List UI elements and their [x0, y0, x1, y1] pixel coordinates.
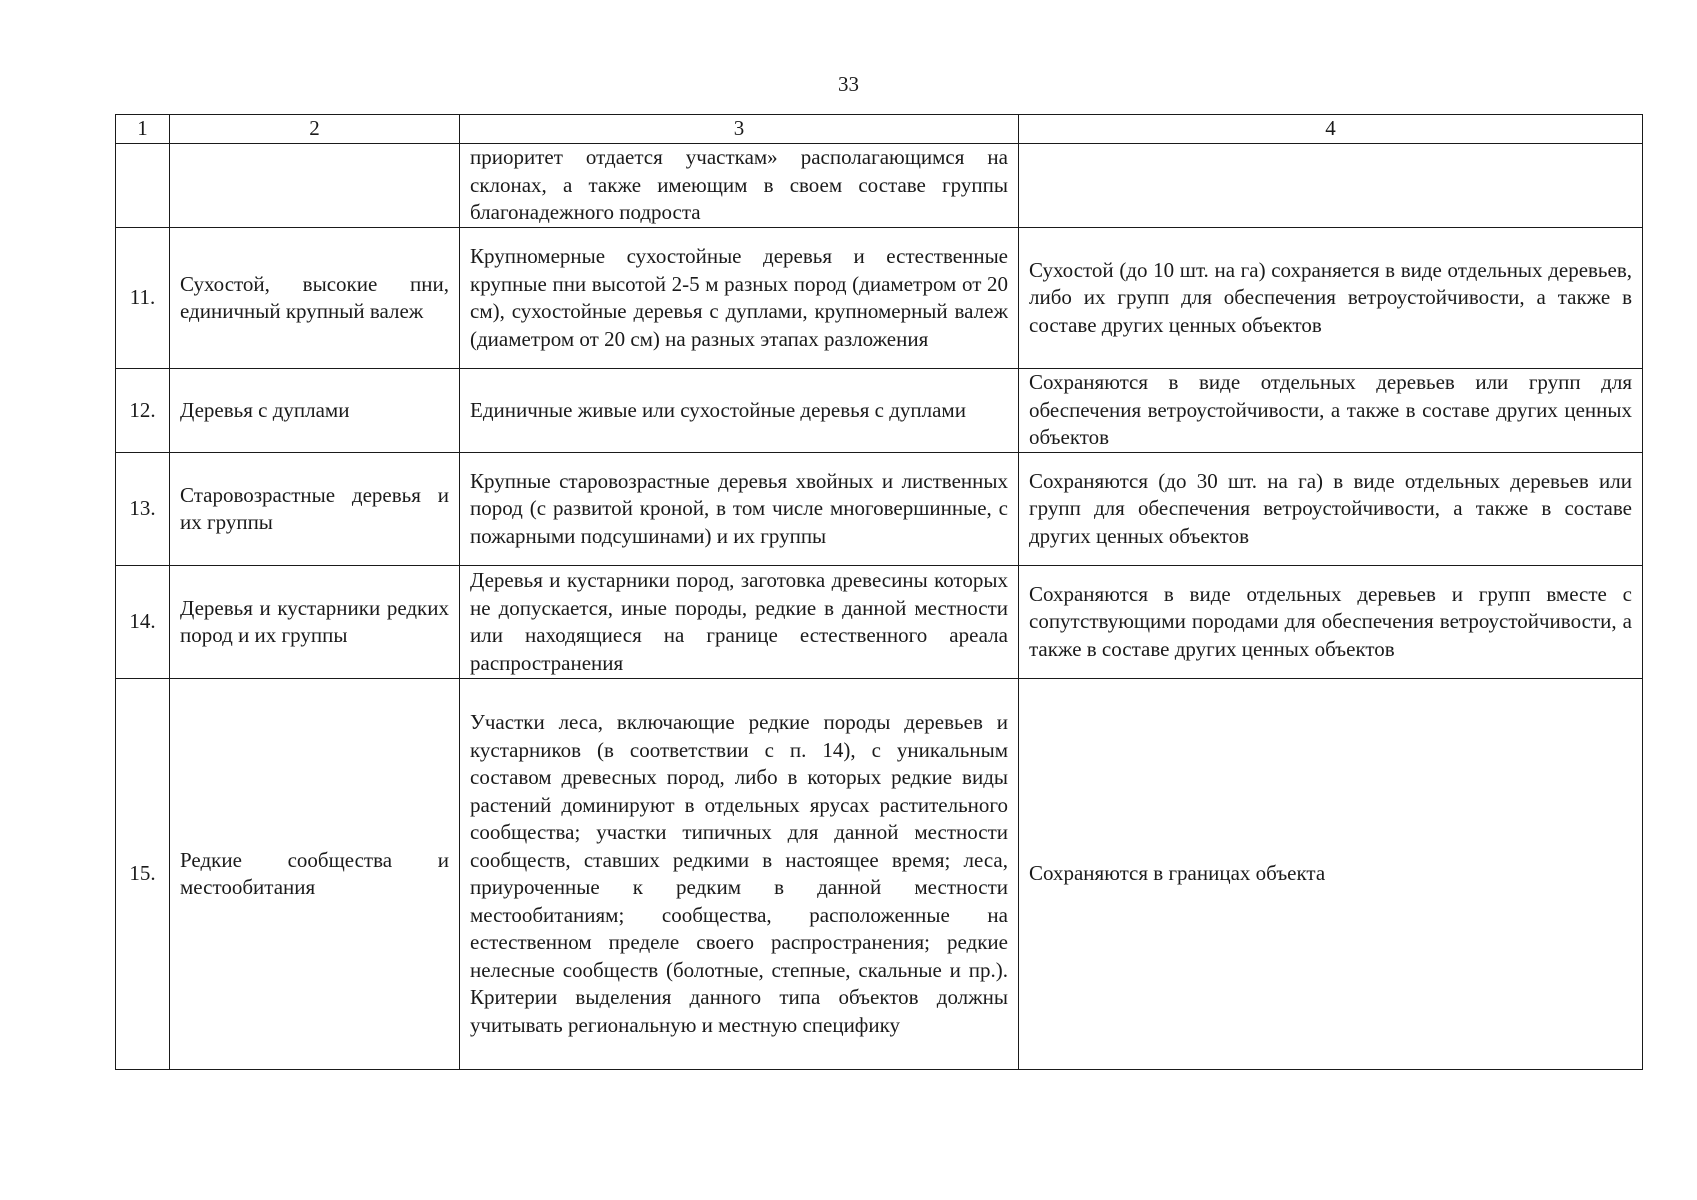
table-row — [116, 566, 1643, 679]
table-row — [116, 679, 1643, 1070]
row-number: 11. — [116, 228, 170, 369]
row-number: 14. — [116, 566, 170, 679]
table-row — [116, 144, 1643, 228]
row-number: 12. — [116, 369, 170, 453]
header-cell-1: 1 — [116, 115, 170, 144]
row-object-name: Деревья с дуплами — [170, 369, 460, 453]
row-description: приоритет отдается участкам» располагающимся на склонах, а также имеющим в своем составе группы благонадежного подроста — [460, 144, 1019, 228]
row-description: Крупные старовозрастные деревья хвойных и лиственных пород (с развитой кроной, в том числе многовершинные, с пожарными подсушинами) и их группы — [460, 453, 1019, 566]
criteria-table — [115, 114, 1643, 1070]
row-description: Участки леса, включающие редкие породы деревьев и кустарников (в соответствии с п. 14), с уникальным составом древесных пород, либо в которых редкие виды растений доминируют в отдельных ярусах растительного сообщества; участки типичных для данной местности сообществ, ставших редкими в настоящее время; леса, приуроченные к редким в данной местности местообитаниям; сообщества, расположенные на естественном пределе своего распространения; редкие нелесные сообществ (болотные, степные, скальные и пр.). Критерии выделения данного типа объектов должны учитывать региональную и местную специфику — [460, 679, 1019, 1070]
header-cell-2: 2 — [170, 115, 460, 144]
row-measures: Сохраняются (до 30 шт. на га) в виде отдельных деревьев или групп для обеспечения ветроустойчивости, а также в составе других ценных объектов — [1019, 453, 1643, 566]
row-measures — [1019, 144, 1643, 228]
row-number: 13. — [116, 453, 170, 566]
table-header-row — [116, 115, 1643, 144]
row-measures: Сохраняются в виде отдельных деревьев или групп для обеспечения ветроустойчивости, а также в составе других ценных объектов — [1019, 369, 1643, 453]
table-row — [116, 228, 1643, 369]
header-cell-4: 4 — [1019, 115, 1643, 144]
table-row — [116, 369, 1643, 453]
row-measures: Сохраняются в виде отдельных деревьев и групп вместе с сопутствующими породами для обеспечения ветроустойчивости, а также в составе других ценных объектов — [1019, 566, 1643, 679]
row-object-name — [170, 144, 460, 228]
row-measures: Сухостой (до 10 шт. на га) сохраняется в виде отдельных деревьев, либо их групп для обеспечения ветроустойчивости, а также в составе других ценных объектов — [1019, 228, 1643, 369]
row-object-name: Деревья и кустарники редких пород и их группы — [170, 566, 460, 679]
row-description: Деревья и кустарники пород, заготовка древесины которых не допускается, иные породы, редкие в данной местности или находящиеся на границе естественного ареала распространения — [460, 566, 1019, 679]
row-measures: Сохраняются в границах объекта — [1019, 679, 1643, 1070]
row-object-name: Сухостой, высокие пни, единичный крупный валеж — [170, 228, 460, 369]
row-description: Единичные живые или сухостойные деревья с дуплами — [460, 369, 1019, 453]
row-number: 15. — [116, 679, 170, 1070]
row-description: Крупномерные сухостойные деревья и естественные крупные пни высотой 2-5 м разных пород (диаметром от 20 см), сухостойные деревья с дуплами, крупномерный валеж (диаметром от 20 см) на разных этапах разложения — [460, 228, 1019, 369]
row-number — [116, 144, 170, 228]
table-row — [116, 453, 1643, 566]
row-object-name: Старовозрастные деревья и их группы — [170, 453, 460, 566]
header-cell-3: 3 — [460, 115, 1019, 144]
page-number: 33 — [838, 72, 859, 96]
row-object-name: Редкие сообщества и местообитания — [170, 679, 460, 1070]
